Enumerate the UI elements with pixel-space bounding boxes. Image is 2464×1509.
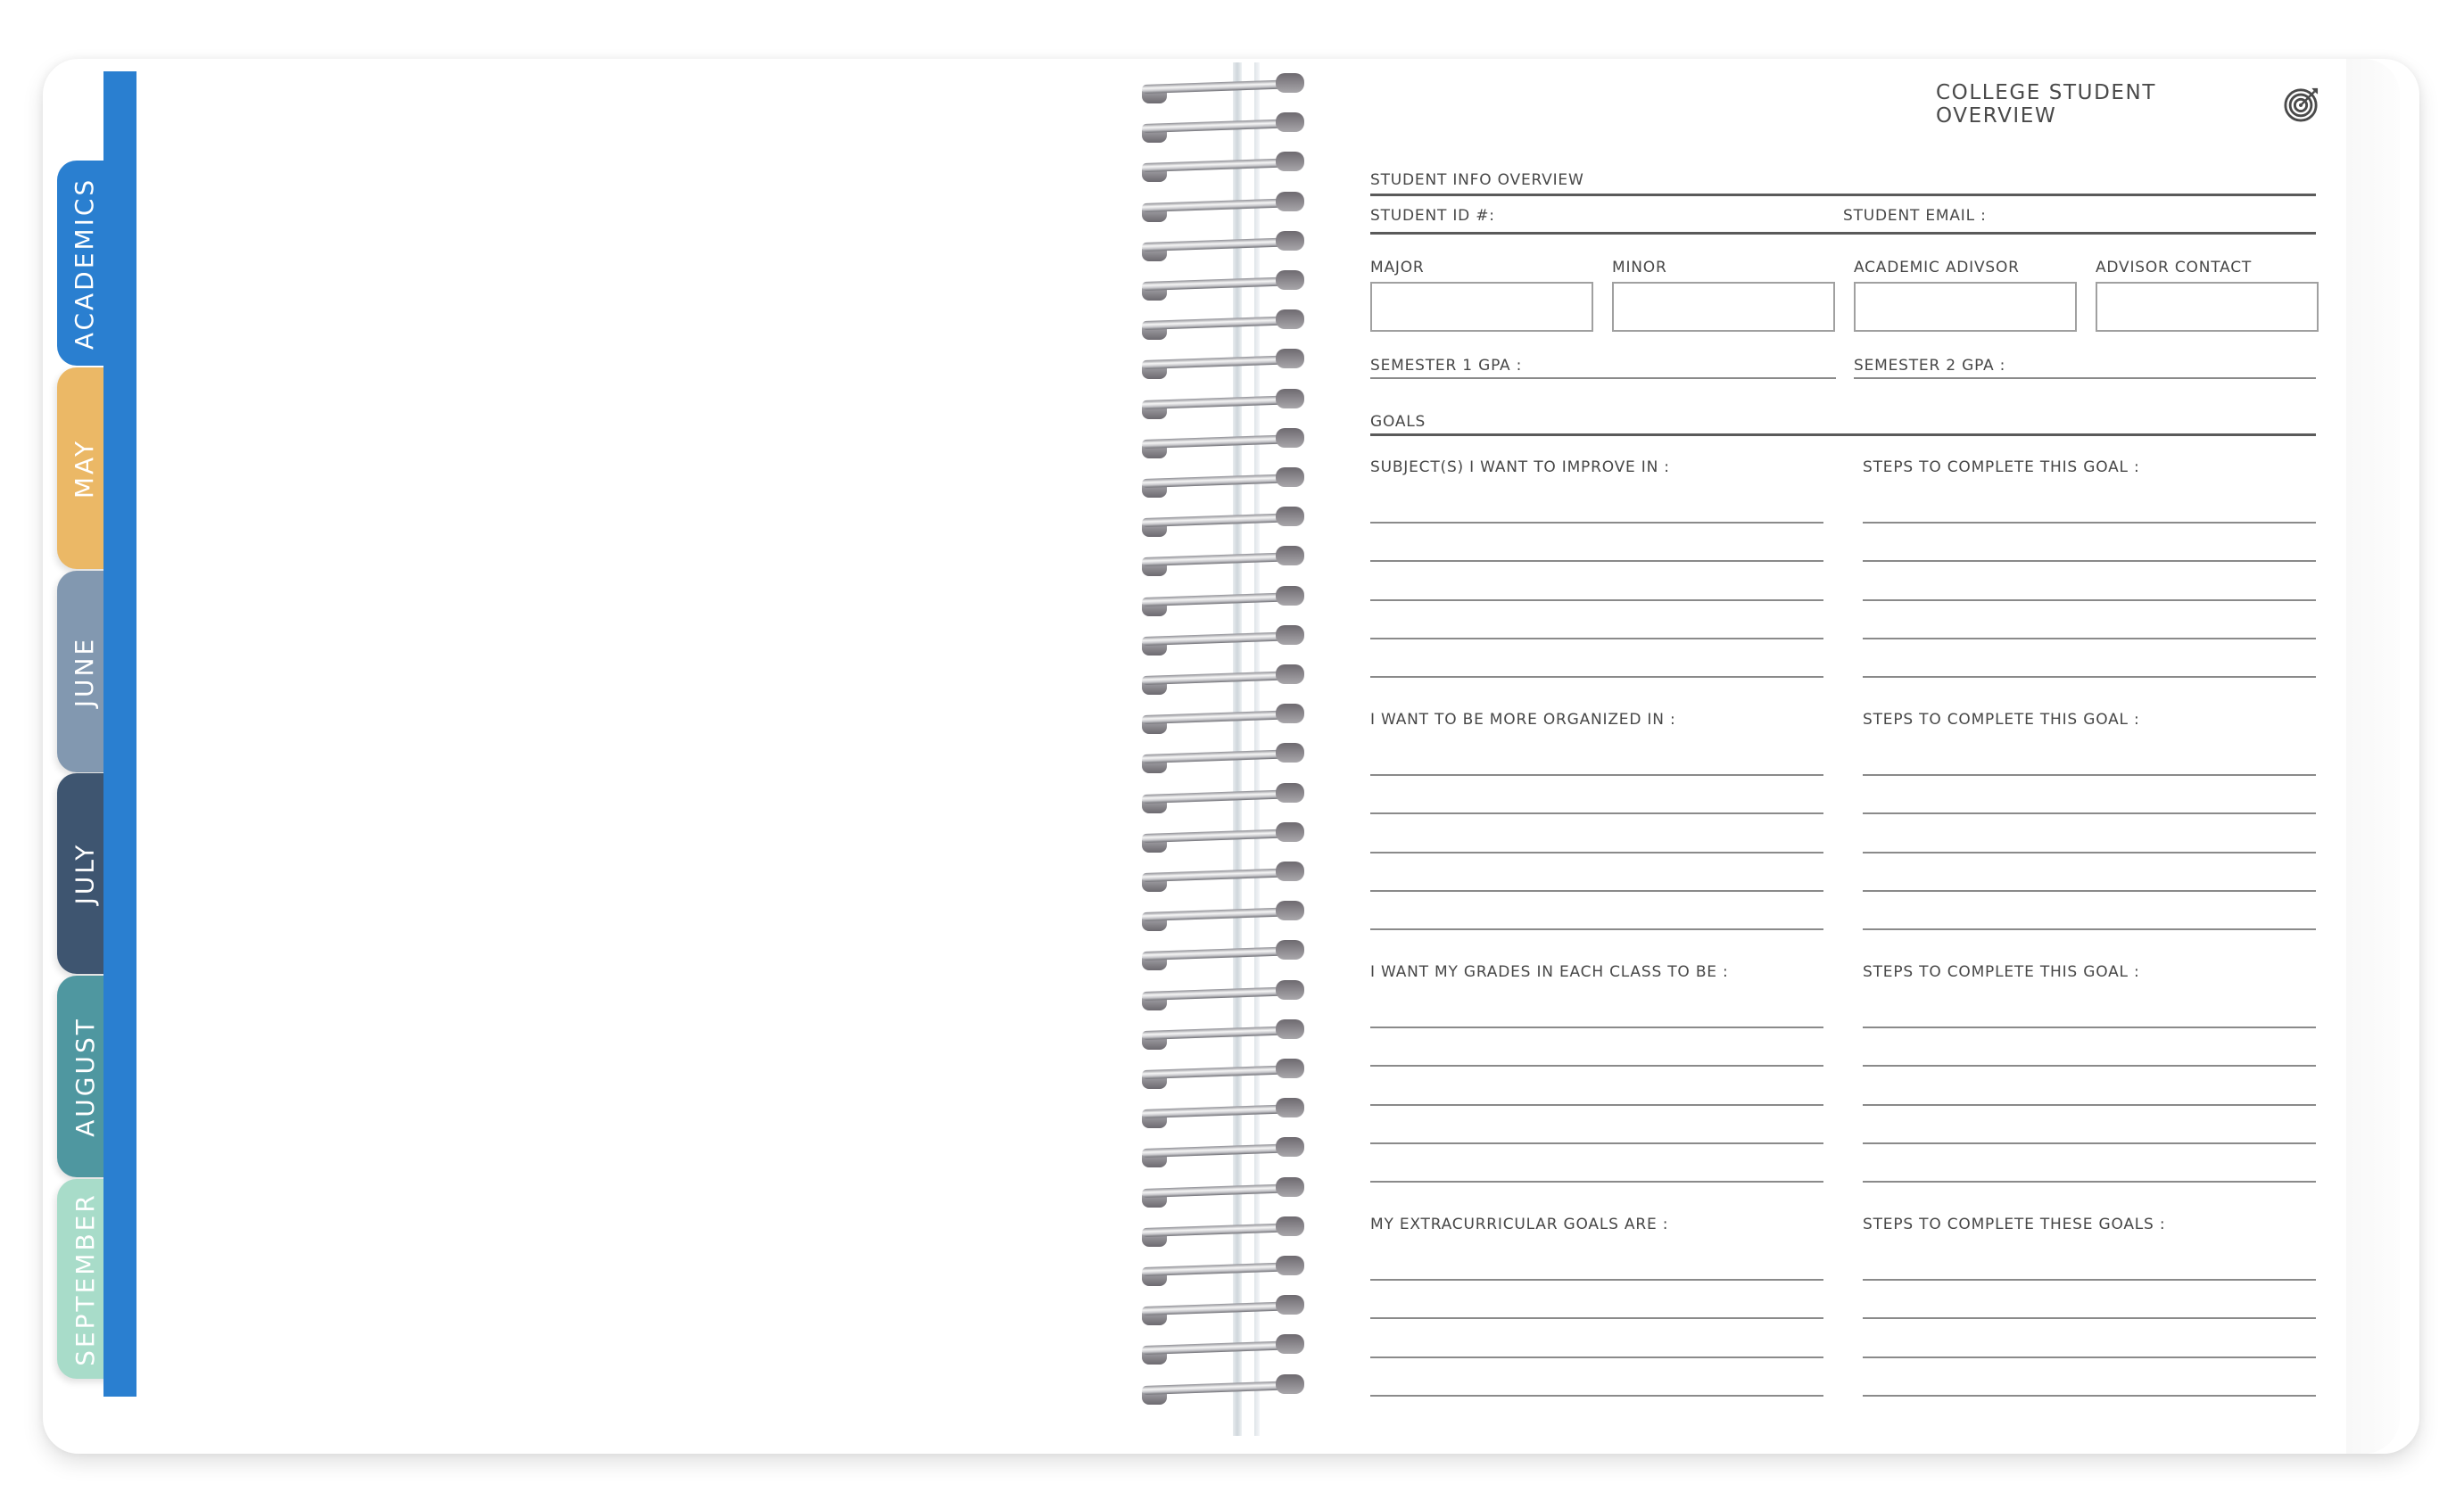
goal-steps-label: STEPS TO COMPLETE THESE GOALS : <box>1863 1216 2166 1233</box>
spiral-coil <box>1142 1100 1311 1126</box>
spiral-coil <box>1142 588 1311 614</box>
major-field[interactable] <box>1370 282 1593 332</box>
spiral-coil <box>1142 548 1311 574</box>
goal-writing-line[interactable] <box>1370 1104 1823 1106</box>
goal-prompt-label: MY EXTRACURRICULAR GOALS ARE : <box>1370 1216 1669 1233</box>
divider <box>1370 194 2316 196</box>
steps-writing-line[interactable] <box>1863 1181 2316 1183</box>
spiral-coil <box>1142 705 1311 732</box>
goals-heading: GOALS <box>1370 413 1426 431</box>
spiral-coil <box>1142 627 1311 654</box>
coil-hole <box>1276 1059 1304 1078</box>
spiral-coil <box>1142 194 1311 220</box>
divider <box>1370 433 2316 436</box>
goal-prompt-label: I WANT TO BE MORE ORGANIZED IN : <box>1370 711 1676 729</box>
goal-steps-label: STEPS TO COMPLETE THIS GOAL : <box>1863 963 2140 981</box>
steps-writing-line[interactable] <box>1863 1317 2316 1319</box>
goal-writing-line[interactable] <box>1370 1142 1823 1144</box>
spiral-coil <box>1142 1336 1311 1363</box>
spiral-coil <box>1142 311 1311 338</box>
coil-hole <box>1276 1216 1304 1236</box>
spiral-coil <box>1142 903 1311 929</box>
coil-hole <box>1276 901 1304 920</box>
goal-writing-line[interactable] <box>1370 1395 1823 1397</box>
page-header <box>1936 82 2319 127</box>
student-id-email-line[interactable] <box>1370 232 2316 235</box>
coil-hole <box>1276 1374 1304 1394</box>
steps-writing-line[interactable] <box>1863 1395 2316 1397</box>
academic-advisor-field[interactable] <box>1854 282 2077 332</box>
spiral-coil <box>1142 1258 1311 1284</box>
spiral-coil <box>1142 508 1311 535</box>
coil-hole <box>1276 192 1304 211</box>
goal-steps-label: STEPS TO COMPLETE THIS GOAL : <box>1863 711 2140 729</box>
spiral-coil <box>1142 233 1311 260</box>
minor-field[interactable] <box>1612 282 1835 332</box>
goal-writing-line[interactable] <box>1370 1279 1823 1281</box>
coil-hole <box>1276 309 1304 329</box>
spiral-coil <box>1142 350 1311 377</box>
steps-writing-line[interactable] <box>1863 599 2316 601</box>
coil-hole <box>1276 980 1304 1000</box>
goal-writing-line[interactable] <box>1370 1027 1823 1028</box>
steps-writing-line[interactable] <box>1863 1356 2316 1358</box>
coil-hole <box>1276 467 1304 487</box>
coil-hole <box>1276 783 1304 803</box>
goal-writing-line[interactable] <box>1370 890 1823 892</box>
color-spine <box>103 71 136 1397</box>
coil-hole <box>1276 270 1304 290</box>
spiral-coil <box>1142 272 1311 299</box>
coil-hole <box>1276 112 1304 132</box>
coil-hole <box>1276 822 1304 842</box>
steps-writing-line[interactable] <box>1863 774 2316 776</box>
spiral-binding <box>1133 62 1320 1436</box>
coil-hole <box>1276 507 1304 526</box>
goal-writing-line[interactable] <box>1370 1181 1823 1183</box>
coil-hole <box>1276 231 1304 251</box>
spiral-coil <box>1142 1376 1311 1403</box>
spiral-coil <box>1142 1297 1311 1323</box>
steps-writing-line[interactable] <box>1863 638 2316 639</box>
spiral-coil <box>1142 942 1311 969</box>
steps-writing-line[interactable] <box>1863 852 2316 853</box>
spiral-coil <box>1142 114 1311 141</box>
steps-writing-line[interactable] <box>1863 560 2316 562</box>
goal-writing-line[interactable] <box>1370 812 1823 814</box>
semester1-gpa-label: SEMESTER 1 GPA : <box>1370 357 1523 375</box>
coil-hole <box>1276 73 1304 93</box>
steps-writing-line[interactable] <box>1863 1065 2316 1067</box>
coil-hole <box>1276 1295 1304 1315</box>
coil-hole <box>1276 664 1304 684</box>
tab-label: AUGUST <box>70 1016 100 1137</box>
minor-label: MINOR <box>1612 259 1667 276</box>
coil-hole <box>1276 1098 1304 1117</box>
student-id-label: STUDENT ID #: <box>1370 207 1495 225</box>
steps-writing-line[interactable] <box>1863 1104 2316 1106</box>
student-email-label: STUDENT EMAIL : <box>1843 207 1987 225</box>
spiral-coil <box>1142 1218 1311 1245</box>
tab-label: ACADEMICS <box>70 177 100 350</box>
spiral-coil <box>1142 1139 1311 1166</box>
semester2-gpa-label: SEMESTER 2 GPA : <box>1854 357 2006 375</box>
coil-hole <box>1276 704 1304 723</box>
spiral-coil <box>1142 153 1311 180</box>
coil-hole <box>1276 428 1304 448</box>
spiral-coil <box>1142 469 1311 496</box>
left-page-blank <box>103 71 1156 1454</box>
goal-writing-line[interactable] <box>1370 1317 1823 1319</box>
coil-hole <box>1276 625 1304 645</box>
tab-label: JUNE <box>70 636 100 707</box>
semester1-gpa-line[interactable] <box>1370 377 1836 379</box>
coil-hole <box>1276 1177 1304 1197</box>
goal-prompt-label: SUBJECT(S) I WANT TO IMPROVE IN : <box>1370 458 1670 476</box>
coil-hole <box>1276 862 1304 881</box>
coil-hole <box>1276 1256 1304 1275</box>
coil-hole <box>1276 743 1304 763</box>
coil-hole <box>1276 1334 1304 1354</box>
coil-hole <box>1276 1137 1304 1157</box>
goal-writing-line[interactable] <box>1370 676 1823 678</box>
tab-label: SEPTEMBER <box>70 1192 100 1366</box>
steps-writing-line[interactable] <box>1863 812 2316 814</box>
steps-writing-line[interactable] <box>1863 890 2316 892</box>
coil-hole <box>1276 586 1304 606</box>
goal-writing-line[interactable] <box>1370 928 1823 930</box>
steps-writing-line[interactable] <box>1863 1027 2316 1028</box>
advisor-contact-field[interactable] <box>2096 282 2319 332</box>
page-edge <box>2346 59 2400 1454</box>
goal-writing-line[interactable] <box>1370 638 1823 639</box>
spiral-coil <box>1142 824 1311 851</box>
goal-writing-line[interactable] <box>1370 774 1823 776</box>
tab-label: MAY <box>70 438 100 499</box>
goal-writing-line[interactable] <box>1370 560 1823 562</box>
academic-advisor-label: ACADEMIC ADIVSOR <box>1854 259 2020 276</box>
page-title: COLLEGE STUDENT OVERVIEW <box>1936 81 2156 128</box>
spiral-coil <box>1142 1179 1311 1206</box>
spiral-coil <box>1142 1060 1311 1087</box>
advisor-contact-label: ADVISOR CONTACT <box>2096 259 2253 276</box>
spiral-coil <box>1142 785 1311 812</box>
tab-label: JULY <box>70 842 100 905</box>
goal-writing-line[interactable] <box>1370 1356 1823 1358</box>
spiral-coil <box>1142 430 1311 457</box>
goal-writing-line[interactable] <box>1370 852 1823 853</box>
spiral-coil <box>1142 982 1311 1009</box>
goal-writing-line[interactable] <box>1370 599 1823 601</box>
student-info-heading: STUDENT INFO OVERVIEW <box>1370 171 1584 189</box>
semester2-gpa-line[interactable] <box>1854 377 2316 379</box>
steps-writing-line[interactable] <box>1863 928 2316 930</box>
major-label: MAJOR <box>1370 259 1425 276</box>
coil-hole <box>1276 389 1304 408</box>
spiral-coil <box>1142 666 1311 693</box>
goal-prompt-label: I WANT MY GRADES IN EACH CLASS TO BE : <box>1370 963 1729 981</box>
spiral-coil <box>1142 391 1311 417</box>
steps-writing-line[interactable] <box>1863 1142 2316 1144</box>
coil-hole <box>1276 940 1304 960</box>
goal-writing-line[interactable] <box>1370 1065 1823 1067</box>
spiral-coil <box>1142 863 1311 890</box>
coil-hole <box>1276 152 1304 171</box>
spiral-coil <box>1142 745 1311 771</box>
coil-hole <box>1276 1019 1304 1039</box>
coil-hole <box>1276 349 1304 368</box>
goal-steps-label: STEPS TO COMPLETE THIS GOAL : <box>1863 458 2140 476</box>
steps-writing-line[interactable] <box>1863 676 2316 678</box>
steps-writing-line[interactable] <box>1863 1279 2316 1281</box>
goal-writing-line[interactable] <box>1370 522 1823 524</box>
steps-writing-line[interactable] <box>1863 522 2316 524</box>
target-icon <box>2284 86 2319 123</box>
spiral-coil <box>1142 75 1311 102</box>
spiral-coil <box>1142 1021 1311 1048</box>
coil-hole <box>1276 546 1304 565</box>
